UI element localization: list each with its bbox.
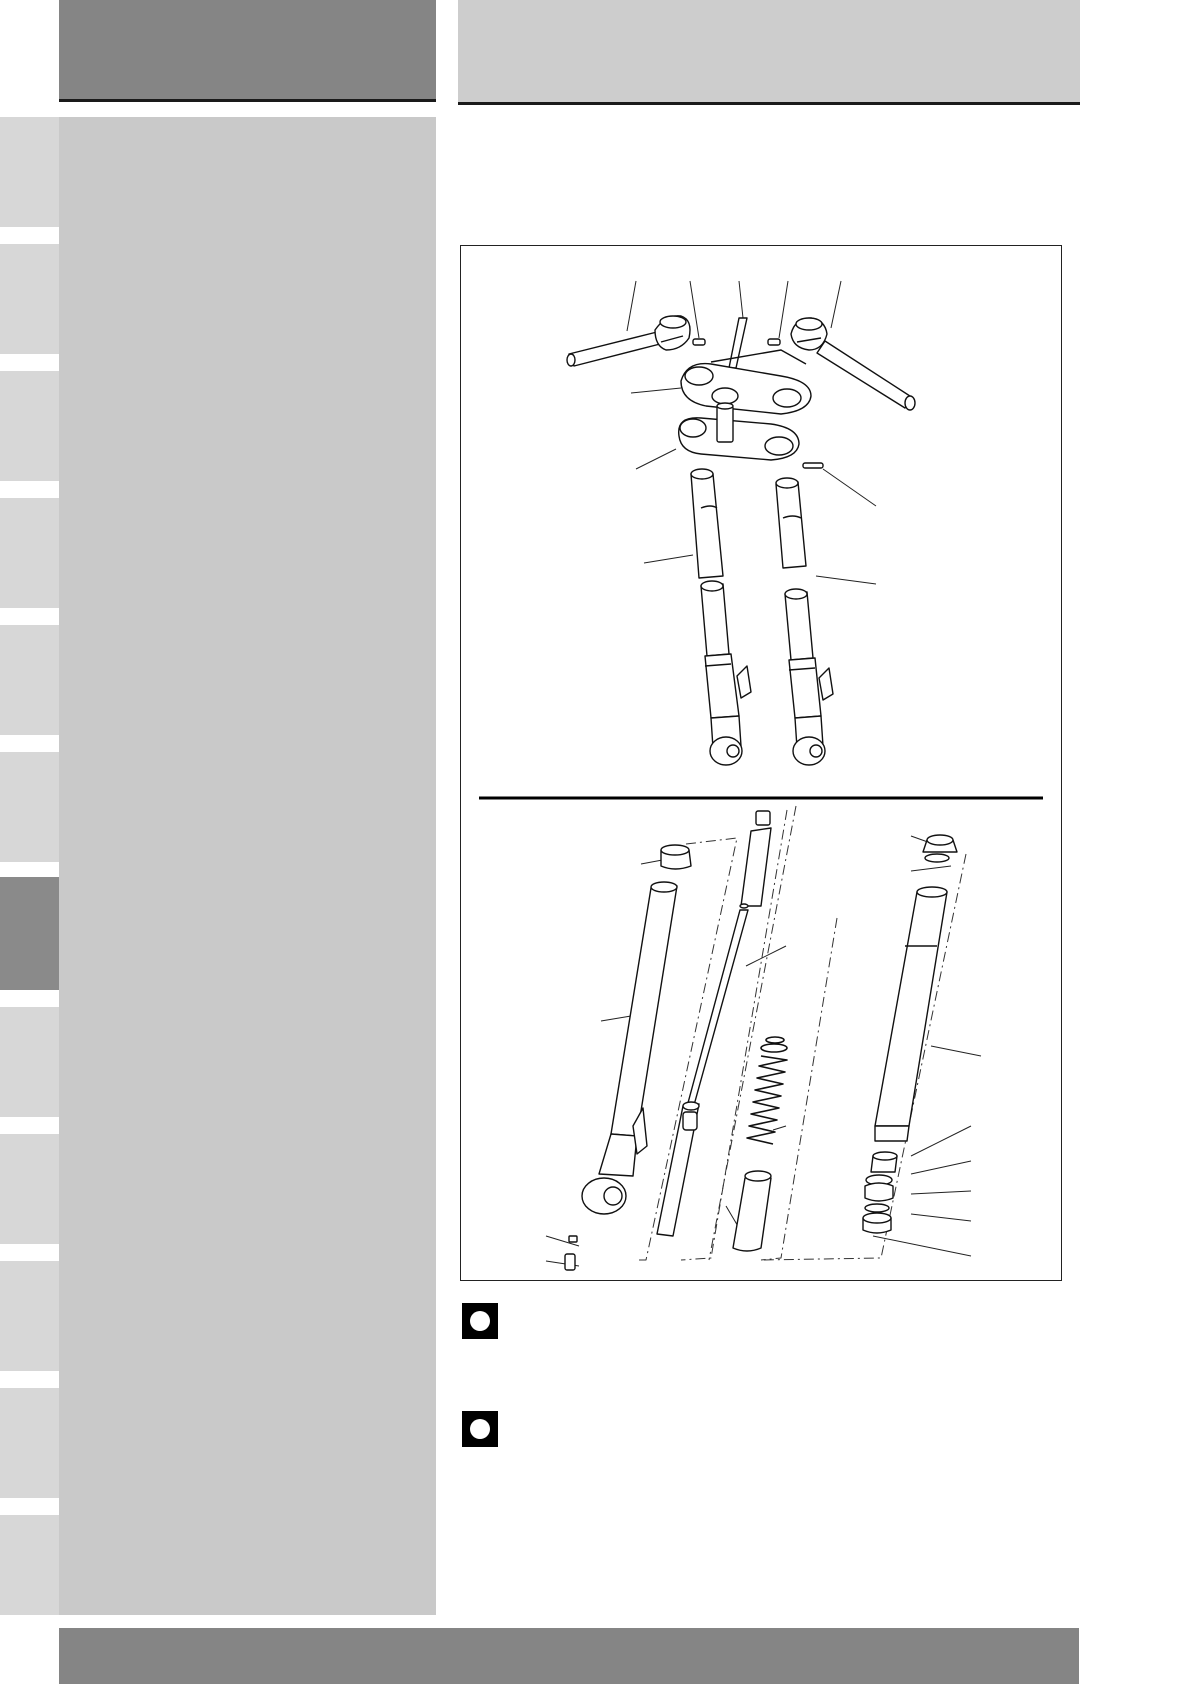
header-left-block (59, 0, 436, 102)
top-fork-assembly (567, 281, 915, 765)
left-text-panel (59, 117, 436, 1615)
section-tabs (0, 117, 59, 1617)
footer-bar (59, 1628, 1079, 1684)
section-tab-12[interactable] (0, 1515, 59, 1615)
section-tab-4[interactable] (0, 498, 59, 608)
section-tab-8[interactable] (0, 1007, 59, 1117)
section-tab-5[interactable] (0, 625, 59, 735)
section-tab-3[interactable] (0, 371, 59, 481)
section-tab-10[interactable] (0, 1261, 59, 1371)
note-icon (462, 1411, 498, 1447)
note-icon-dot (470, 1311, 490, 1331)
section-tab-1[interactable] (0, 117, 59, 227)
exploded-diagram-figure (460, 245, 1062, 1281)
section-tab-6[interactable] (0, 752, 59, 862)
header-right-block (458, 0, 1080, 105)
section-tab-2[interactable] (0, 244, 59, 354)
bottom-fork-internals (546, 806, 981, 1270)
fork-exploded-drawing (461, 246, 1063, 1282)
note-icon-dot (470, 1419, 490, 1439)
section-tab-9[interactable] (0, 1134, 59, 1244)
section-tab-11[interactable] (0, 1388, 59, 1498)
section-tab-7-active[interactable] (0, 877, 59, 990)
note-icon (462, 1303, 498, 1339)
